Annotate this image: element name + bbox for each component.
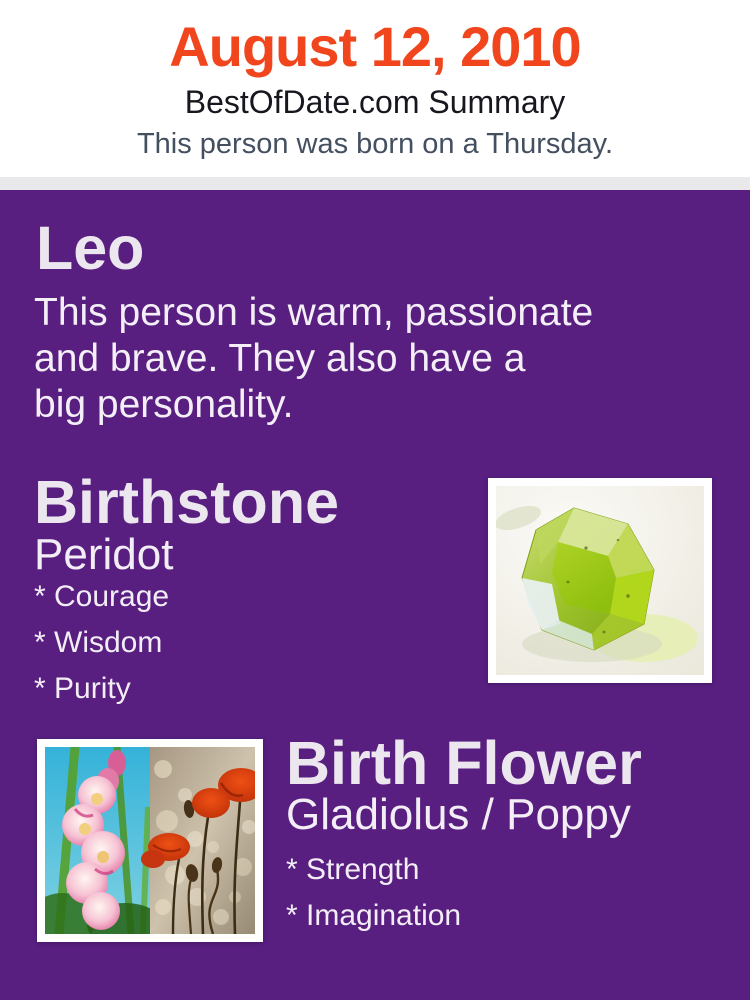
peridot-gemstone-illustration <box>496 486 704 675</box>
page-title-date: August 12, 2010 <box>169 15 581 78</box>
birthstone-trait: * Courage <box>34 580 170 613</box>
gladiolus-and-poppy-illustration <box>45 747 255 934</box>
birth-flower-name: Gladiolus / Poppy <box>286 790 631 839</box>
birth-flower-heading: Birth Flower <box>286 729 642 797</box>
site-summary-subtitle: BestOfDate.com Summary <box>184 84 566 120</box>
birthstone-name: Peridot <box>34 530 174 579</box>
birthstone-heading: Birthstone <box>34 468 339 536</box>
birth-flower-trait-list <box>286 855 461 947</box>
zodiac-description-line: and brave. They also have a <box>34 337 526 380</box>
birth-flower-trait: * Imagination <box>286 899 462 932</box>
header <box>0 0 750 177</box>
birthstone-trait: * Purity <box>34 672 131 705</box>
peridot-photo <box>488 478 712 683</box>
birthstone-trait-list <box>34 582 169 720</box>
header-divider <box>0 177 750 190</box>
zodiac-description-line: This person is warm, passionate <box>34 291 594 334</box>
zodiac-description <box>34 290 593 428</box>
zodiac-description-line: big personality. <box>34 383 294 426</box>
birthstone-trait: * Wisdom <box>34 626 163 659</box>
zodiac-sign-heading: Leo <box>36 214 145 282</box>
birth-flower-trait: * Strength <box>286 853 420 886</box>
born-on-weekday-text: This person was born on a Thursday. <box>136 128 614 160</box>
birth-flower-photo <box>37 739 263 942</box>
